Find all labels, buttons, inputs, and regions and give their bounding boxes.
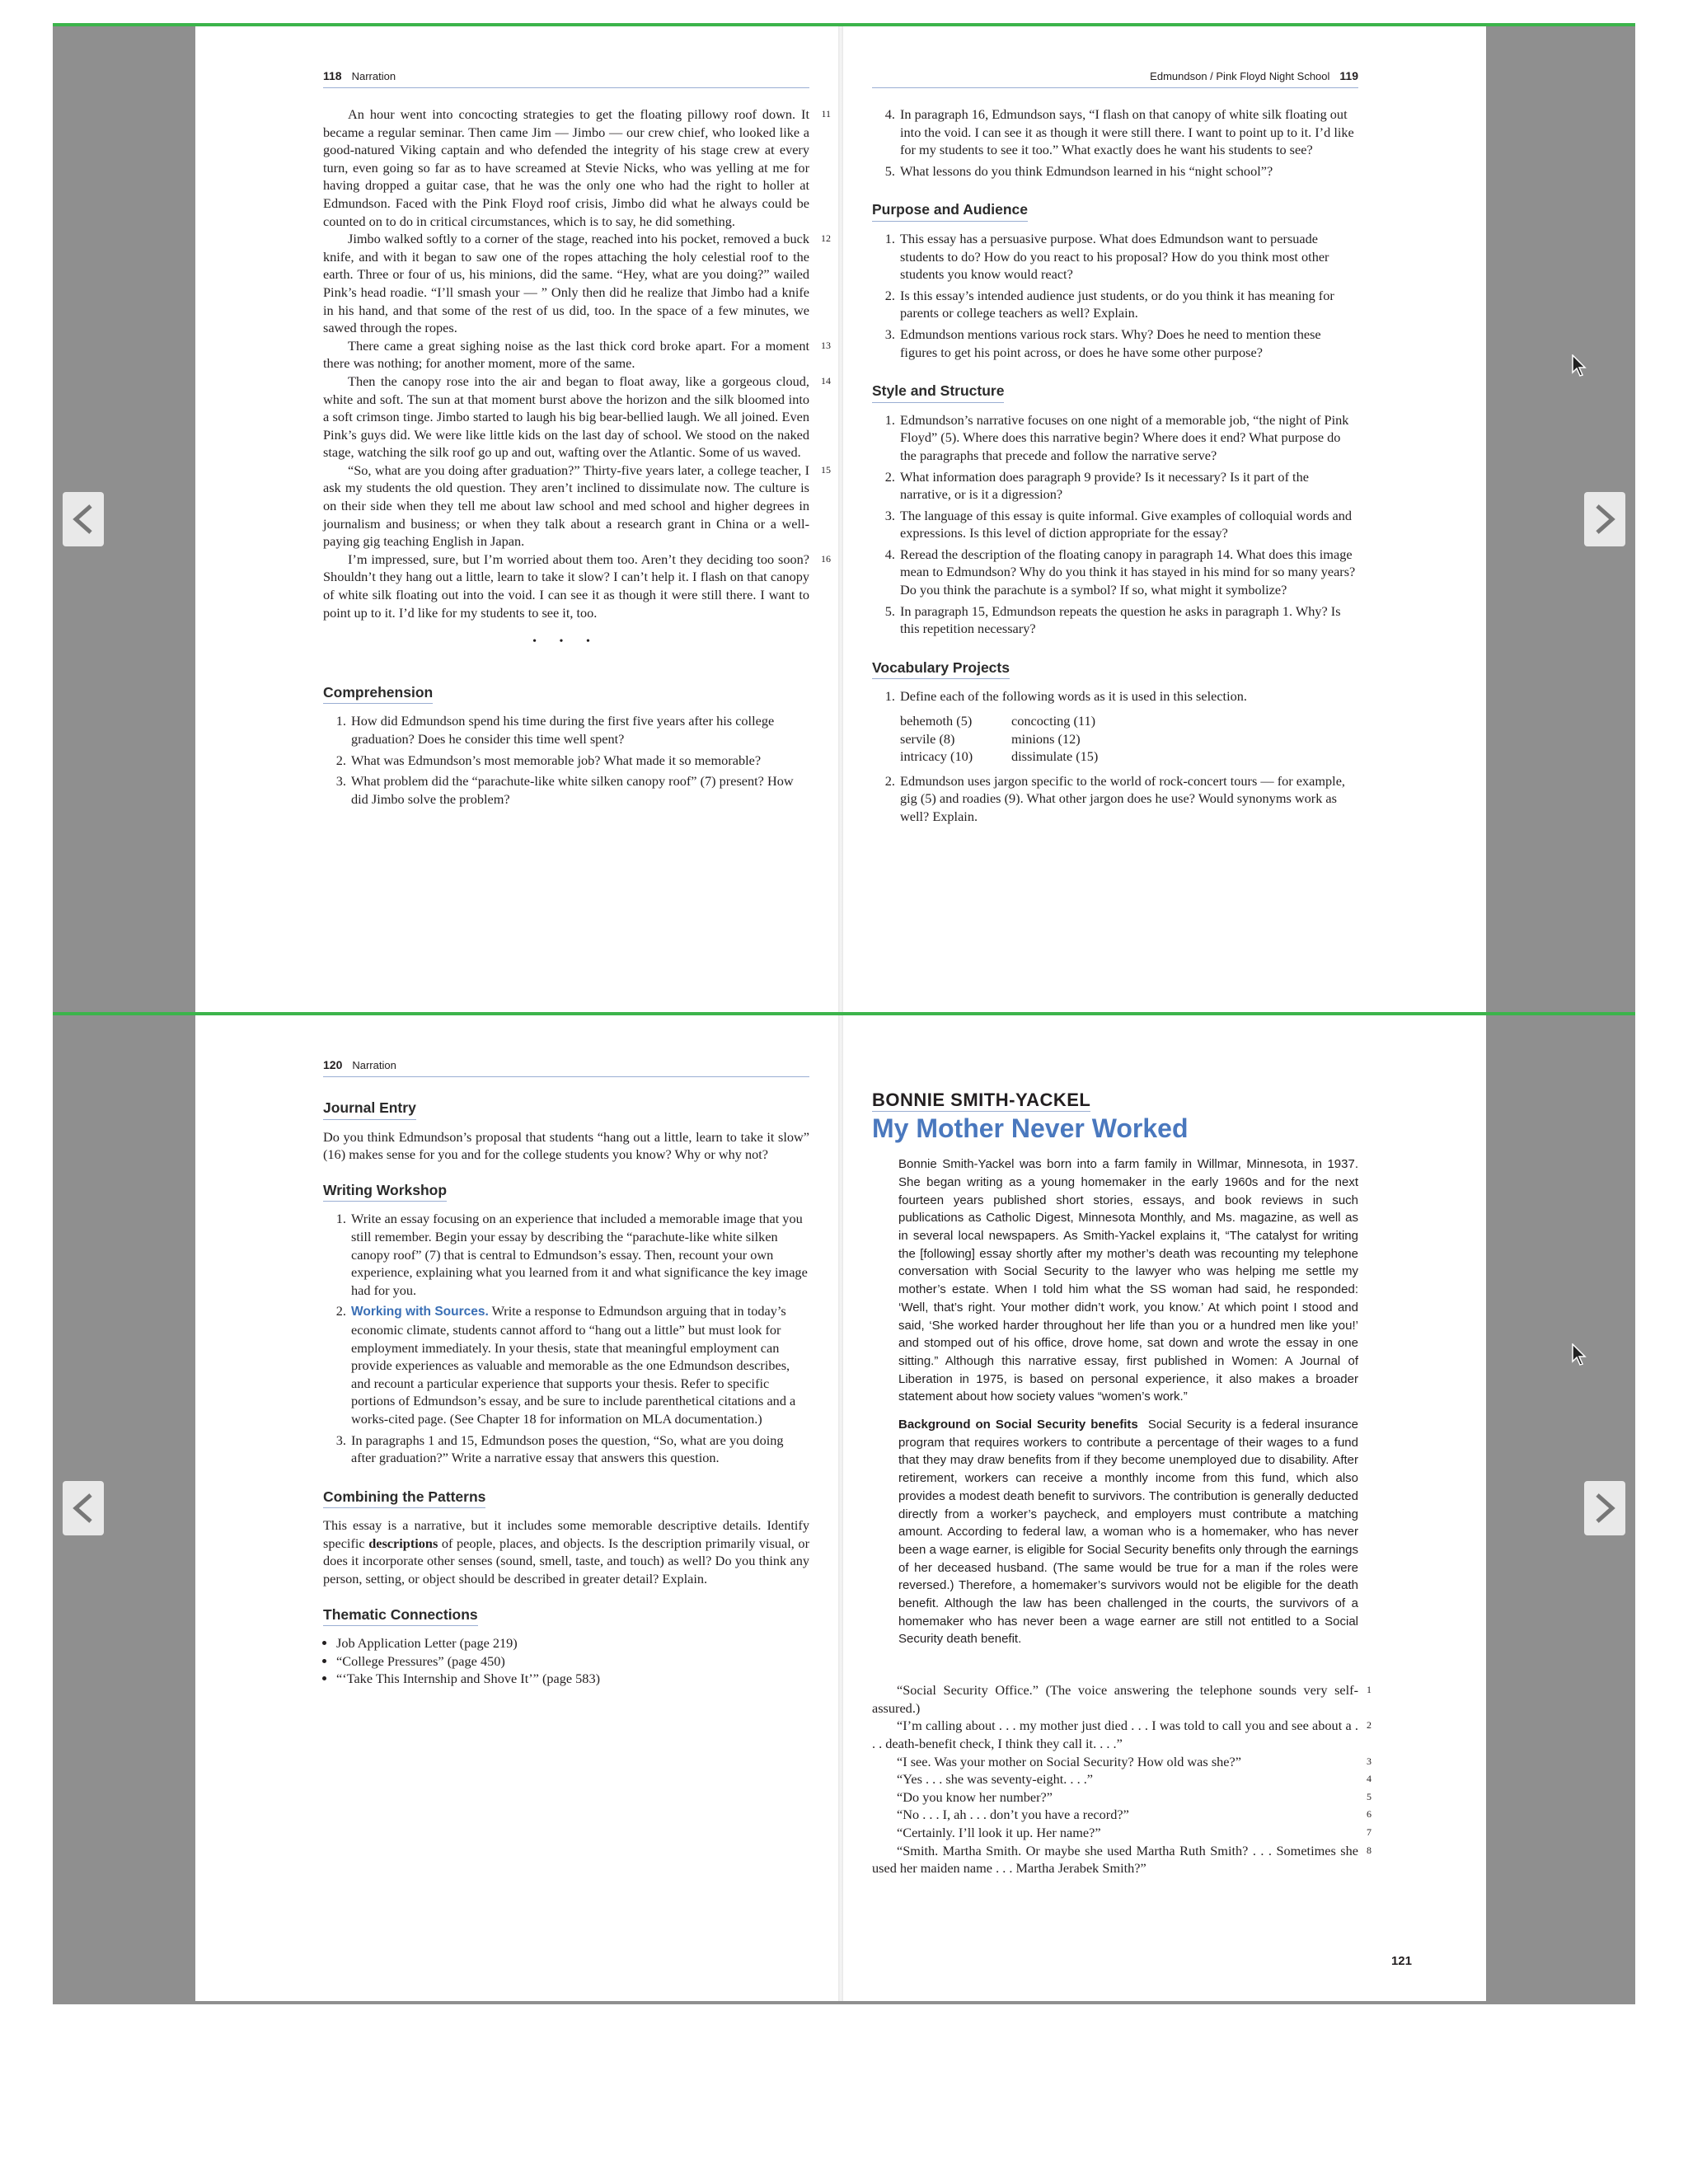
prev-page-button[interactable] [63,1481,104,1535]
author-intro: Bonnie Smith-Yackel was born into a farm family in Willmar, Minnesota, in 1937. She began writing as a young homemaker in the early 1960s and for the next fourteen years published short stories, essays, and book reviews in such publications as Catholic Digest, Minnesota Monthly, and Ms. magazine, as well as in several local newspapers. As Smith-Yackel explains it, “The catalyst for writing the [following] essay shortly after my mother’s death was recounting my telephone conversation with Social Security to the lawyer who was helping me settle my mother’s estate. When I told him what the SS woman had said, he responded: ‘Well, that’s right. Your mother didn’t work, you know.’ At which point I stood and said, ‘She worked harder throughout her life than you or a hundred men like you!’ and stomped out of his office, drove home, sat down and wrote the essay in one sitting.” Although this narrative essay, first published in Women: A Journal of Liberation in 1975, is based on personal experience, it also makes a broader statement about how society values “women’s work.” [898,1157,1358,1404]
paragraph: There came a great sighing noise as the last thick cord broke apart. For a moment there was nothing; for another moment, more of the same. 13 [323,337,831,372]
list-item: 1. Edmundson’s narrative focuses on one night of a memorable job, “the night of Pink Floyd” (5). Where does this narrative begin? Where does it end? What purpose do the paragraphs that precede and follow the narrative serve? [898,411,1358,465]
list-item: 5. In paragraph 15, Edmundson repeats the question he asks in paragraph 1. Why? Is this repetition necessary? [898,602,1358,638]
dialogue-line: “Do you know her number?” 5 [897,1788,1372,1805]
paragraph-number: 12 [821,232,831,245]
section-title: Narration [351,70,396,82]
running-head [872,69,1358,88]
list-item: 4. Reread the description of the floating canopy in paragraph 14. What does this image mean to Edmundson? Why do you think it has stayed in his mind for so many years? Do you think the parachute is a symbol? If so, what might it symbolize? [898,546,1358,599]
chevron-left-icon [71,504,96,534]
dialogue-line: “I see. Was your mother on Social Security? How old was she?” 3 [897,1753,1372,1769]
workshop-list [323,1210,809,1466]
paragraph: I’m impressed, sure, but I’m worried about them too. Aren’t they deciding too soon? Shouldn’t they hang out a little, learn to take it slow? I can’t help it. I flash on that canopy of white silk floating out into the void. I can see it as though it were still there. I want to point up to it. I’d like for my students to see it, too. 16 [323,551,831,621]
vocab-heading: Vocabulary Projects [872,659,1010,680]
list-item: 3. The language of this essay is quite informal. Give examples of colloquial words and expressions. Is this level of diction appropriate for the essay? [898,507,1358,542]
list-item: 2. What information does paragraph 9 provide? Is it necessary? Is it part of the narrative, or is it a digression? [898,468,1358,504]
running-head-title: Edmundson / Pink Floyd Night School [1150,70,1330,82]
working-with-sources-label: Working with Sources. [351,1305,489,1319]
list-item: 2. Edmundson uses jargon specific to the world of rock-concert tours — for example, gig (5) and roadies (9). What other jargon does he use? Would synonyms work as well? Explain. [898,772,1358,826]
author-name: BONNIE SMITH-YACKEL [872,1090,1091,1110]
comprehension-list-continued [872,105,1358,180]
section-title: Narration [352,1059,396,1071]
running-head [323,1058,809,1077]
workshop-heading: Writing Workshop [323,1182,447,1202]
list-item: 2. Working with Sources. Write a response to Edmundson arguing that in today’s economic climate, students cannot afford to “hang out a little” but must look for employment immediately. In your thesis, state that meaningful employment can provide experiences as valuable and memorable as the one Edmundson describes, and recount a particular experience that supports your thesis. Refer to specific portions of Edmundson’s essay, and be sure to include parenthetical citations and a works-cited page. (See Chapter 18 for information on MLA documentation.) [349,1302,809,1427]
vocab-word: behemoth (5) [900,713,973,729]
page-number: 118 [323,69,342,82]
paragraph-number: 14 [821,374,831,387]
dialogue-line: “Social Security Office.” (The voice answering the telephone sounds very self-assured.) 1 [872,1682,1372,1716]
dialogue-line: “Certainly. I’ll look it up. Her name?” 7 [897,1824,1372,1840]
list-item: • “College Pressures” (page 450) [336,1652,809,1671]
list-item: 2. What was Edmundson’s most memorable job? What made it so memorable? [349,752,809,770]
list-item: • “‘Take This Internship and Shove It’” (page 583) [336,1670,809,1688]
purpose-list [872,230,1358,361]
paragraph: An hour went into concocting strategies to get the floating pillowy roof down. It became a regular seminar. Then came Jim — Jimbo — our crew chief, who looked like a good-natured Viking captain and who defended the integrity of his stage crew at every turn, even going so far as to have screamed at Stevie Nicks, who was yelling at me for having dropped a guitar case, that he was the only one who had the right to holler at Edmundson. Faced with the Pink Floyd roof crisis, Jimbo did what he always could be counted on to do in critical circumstances, which is to say, he did something. 11 [323,106,831,229]
chevron-left-icon [71,1493,96,1523]
list-item: 3. Edmundson mentions various rock stars. Why? Does he need to mention these figures to get his point across, or does he have some other purpose? [898,326,1358,361]
comprehension-heading: Comprehension [323,684,433,705]
page-121 [843,1015,1486,2001]
journal-text: Do you think Edmundson’s proposal that students “hang out a little, learn to take it slow” (16) makes sense for you and for the college students you know? Why or why not? [323,1128,809,1163]
chevron-right-icon [1592,504,1617,534]
list-item: 4. In paragraph 16, Edmundson says, “I flash on that canopy of white silk floating out into the void. I can see it as though it were still there. I want to point up to it. I’d like for my students to see it too.” What exactly does he want his students to see? [898,105,1358,159]
paragraph-number: 13 [821,339,831,351]
spread-pages-118-119 [53,23,1635,1015]
vocab-words [900,712,1358,766]
paragraph: “So, what are you doing after graduation?” Thirty-five years later, a college teacher, I ask my students the old question. They aren’t inclined to dissimulate now. The culture is on their side when they tell me about law school and med school and higher degrees in journalism and business; or when they talk about a research grant in China or a well-paying gig teaching English in Japan. 15 [323,462,831,550]
comprehension-list [323,712,809,808]
dialogue-line: “No . . . I, ah . . . don’t you have a record?” 6 [897,1807,1372,1823]
page-number: 119 [1339,69,1358,82]
paragraph: Jimbo walked softly to a corner of the stage, reached into his pocket, removed a buck knife, and with it began to saw one of the ropes attaching the holy celestial roof to the earth. Three or four of us, his minions, did the same. “Hey, what are you doing?” wailed Pink’s head roadie. “I’ll smash your — ” Only then did he realize that Jimbo had a knife in his hand, and that some of the rest of us did, too. In the space of a few minutes, we sawed through the ropes. 12 [323,231,831,336]
vocab-word: concocting (11) [1011,713,1096,729]
background-box: Background on Social Security benefits Social Security is a federal insurance program that requires workers to contribute a percentage of their wages to a fund that they may draw benefits from if they become unemployed due to disability. After retirement, workers can receive a monthly income from this fund, which also provides a modest death benefit to survivors. The contribution is generally deducted directly from a worker’s paycheck, and employers must contribute a matching amount. According to federal law, a woman who is a homemaker, who has never been a wage earner, is eligible for Social Security benefits only through the earnings of her deceased husband. (The same would be true for a man if the roles were reversed.) Therefore, a homemaker’s survivors would not be eligible for the death benefit. Although the law has been challenged in the courts, the survivors of a homemaker who has never been a wage earner are still not entitled to a Social Security death benefit. [898,1418,1358,1647]
list-item: 2. Is this essay’s intended audience just students, or do you think it has meaning for parents or college teachers as well? Explain. [898,287,1358,322]
mouse-pointer-icon [1572,354,1588,377]
page-content [323,105,831,811]
mouse-pointer-icon [1572,1343,1588,1366]
journal-heading: Journal Entry [323,1099,416,1120]
page-number: 120 [323,1058,343,1071]
thematic-list [323,1634,809,1688]
purpose-heading: Purpose and Audience [872,201,1028,222]
running-head [323,69,809,88]
list-item: 3. In paragraphs 1 and 15, Edmundson poses the question, “So, what are you doing after graduation?” Write a narrative essay that answers this question. [349,1432,809,1467]
page-119 [843,26,1486,1012]
list-item: 1. Define each of the following words as it is used in this selection. behemoth (5) concocting (11) servile (8) minions (12) intricacy (10) dissimulate (15) [898,687,1358,765]
page-118 [195,26,838,1012]
list-item: 3. What problem did the “parachute-like white silken canopy roof” (7) present? How did Jimbo solve the problem? [349,772,809,808]
page-120 [195,1015,838,2001]
dialogue-line: “Yes . . . she was seventy-eight. . . .” 4 [897,1771,1372,1788]
list-item: 1. How did Edmundson spend his time during the first five years after his college graduation? Does he consider this time well spent? [349,712,809,748]
section-break: • • • [532,635,600,649]
next-page-button[interactable] [1584,492,1625,546]
list-item: • Job Application Letter (page 219) [336,1634,809,1652]
page-number: 121 [1390,1954,1412,1968]
vocab-word: minions (12) [1011,730,1081,747]
list-item: 1. Write an essay focusing on an experience that included a memorable image that you still remember. Begin your essay by describing the “parachute-like white silken canopy roof” (7) that is central to Edmundson’s essay. Then, recount your own experience, explaining what you learned from it and what significance the key image had for you. [349,1210,809,1299]
paragraph-number: 11 [821,108,831,120]
vocab-word: intricacy (10) [900,748,973,765]
page-content [872,1090,1372,1877]
paragraph-number: 16 [821,552,831,565]
essay-title: My Mother Never Worked [872,1113,1189,1143]
combining-text: This essay is a narrative, but it includes some memorable descriptive details. Identify specific descriptions of people, places, and objects. Is the description primarily visual, or does it incorporate other senses (sound, smell, taste, and touch) as well? Do you think any person, setting, or object should be described in greater detail? Explain. [323,1517,809,1587]
list-item: 1. This essay has a persuasive purpose. What does Edmundson want to persuade students to do? How do you react to his proposal? How do you think most other students you know would react? [898,230,1358,284]
vocab-word: dissimulate (15) [1011,748,1099,765]
dialogue-line: “Smith. Martha Smith. Or maybe she used Martha Ruth Smith? . . . Sometimes she used her maiden name . . . Martha Jerabek Smith?” 8 [872,1842,1372,1877]
dialogue-line: “I’m calling about . . . my mother just died . . . I was told to call you and see about a . . . death-benefit check, I think they call it. . . .” 2 [872,1718,1372,1751]
vocab-list [872,687,1358,825]
prev-page-button[interactable] [63,492,104,546]
paragraph-number: 15 [821,463,831,476]
vocab-word: servile (8) [900,730,955,747]
paragraph: Then the canopy rose into the air and began to float away, like a gorgeous cloud, white and soft. The sun at that moment burst above the horizon and the silk bloomed into a soft crimson tinge. Jimbo started to laugh his big bear-bellied laugh. We all joined. Even Pink’s guys did. We were like little kids on the last day of school. We stood on the naked stage, watching the silk roof go up and out, wafting over the Atlantic. Some of us waved. 14 [323,373,831,461]
next-page-button[interactable] [1584,1481,1625,1535]
chevron-right-icon [1592,1493,1617,1523]
page-content [872,105,1358,829]
background-label: Background on Social Security benefits [898,1418,1138,1432]
list-item: 5. What lessons do you think Edmundson learned in his “night school”? [898,162,1358,180]
thematic-heading: Thematic Connections [323,1606,478,1627]
page-content [323,1081,809,1688]
combining-heading: Combining the Patterns [323,1488,485,1509]
style-list [872,411,1358,638]
style-heading: Style and Structure [872,382,1004,403]
spread-pages-120-121 [53,1012,1635,2004]
